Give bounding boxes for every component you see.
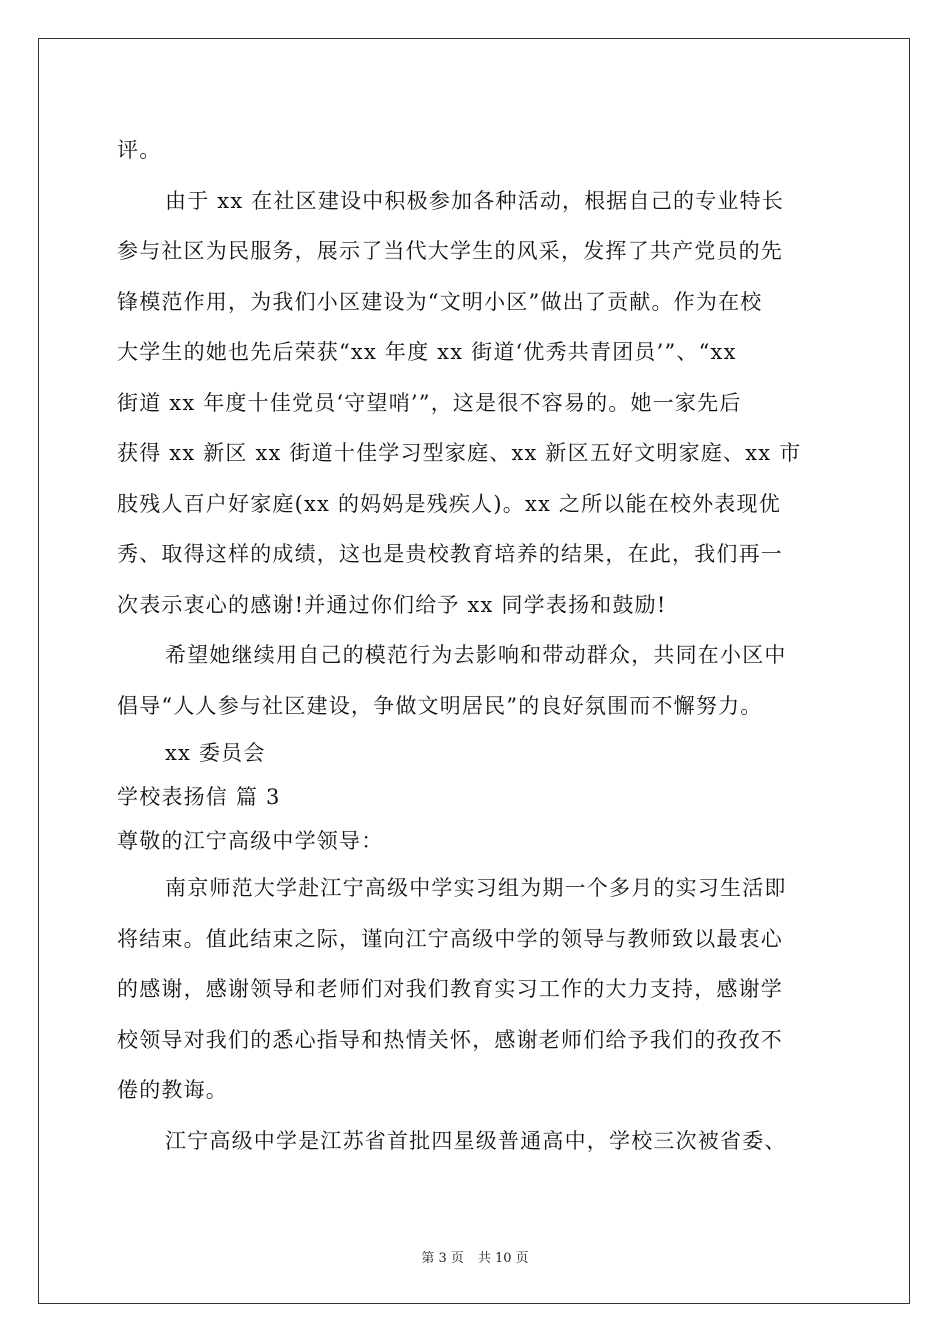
text-line: 倡导“人人参与社区建设，争做文明居民”的良好氛围而不懈努力。 bbox=[117, 693, 763, 718]
page-number-current: 第 3 页 bbox=[421, 1251, 464, 1266]
text-line: 参与社区为民服务，展示了当代大学生的风采，发挥了共产党员的先 bbox=[117, 239, 783, 263]
page-footer bbox=[0, 1247, 950, 1266]
text-line: 评。 bbox=[117, 138, 162, 162]
text-line: 由于 xx 在社区建设中积极参加各种活动，根据自己的专业特长 bbox=[165, 188, 785, 213]
text-line: 获得 xx 新区 xx 街道十佳学习型家庭、xx 新区五好文明家庭、xx 市 bbox=[117, 441, 802, 465]
text-line: 大学生的她也先后荣获“xx 年度 xx 街道‘优秀共青团员’”、“xx bbox=[117, 340, 737, 364]
text-line: 将结束。值此结束之际，谨向江宁高级中学的领导与教师致以最衷心 bbox=[117, 926, 783, 951]
text-line: 锋模范作用，为我们小区建设为“文明小区”做出了贡献。作为在校 bbox=[117, 289, 763, 314]
section-heading: 学校表扬信 篇 3 bbox=[117, 785, 281, 809]
text-line: 秀、取得这样的成绩，这也是贵校教育培养的结果，在此，我们再一 bbox=[117, 542, 783, 566]
text-line: 的感谢，感谢领导和老师们对我们教育实习工作的大力支持，感谢学 bbox=[117, 977, 783, 1001]
text-line: 次表示衷心的感谢!并通过你们给予 xx 同学表扬和鼓励! bbox=[117, 592, 667, 617]
text-line: 希望她继续用自己的模范行为去影响和带动群众，共同在小区中 bbox=[165, 643, 787, 667]
text-line: 街道 xx 年度十佳党员‘守望哨’”，这是很不容易的。她一家先后 bbox=[117, 390, 742, 415]
page-number-total: 共 10 页 bbox=[477, 1251, 529, 1266]
text-line: 南京师范大学赴江宁高级中学实习组为期一个多月的实习生活即 bbox=[165, 876, 787, 900]
text-line: 校领导对我们的悉心指导和热情关怀，感谢老师们给予我们的孜孜不 bbox=[117, 1027, 783, 1052]
text-line: 肢残人百户好家庭(xx 的妈妈是残疾人)。xx 之所以能在校外表现优 bbox=[117, 491, 781, 516]
document-body bbox=[117, 125, 837, 1166]
salutation: 尊敬的江宁高级中学领导： bbox=[117, 829, 384, 853]
text-line: 倦的教诲。 bbox=[117, 1078, 228, 1102]
text-line: 江宁高级中学是江苏省首批四星级普通高中，学校三次被省委、 bbox=[165, 1128, 787, 1153]
signature-line: xx 委员会 bbox=[165, 741, 266, 765]
